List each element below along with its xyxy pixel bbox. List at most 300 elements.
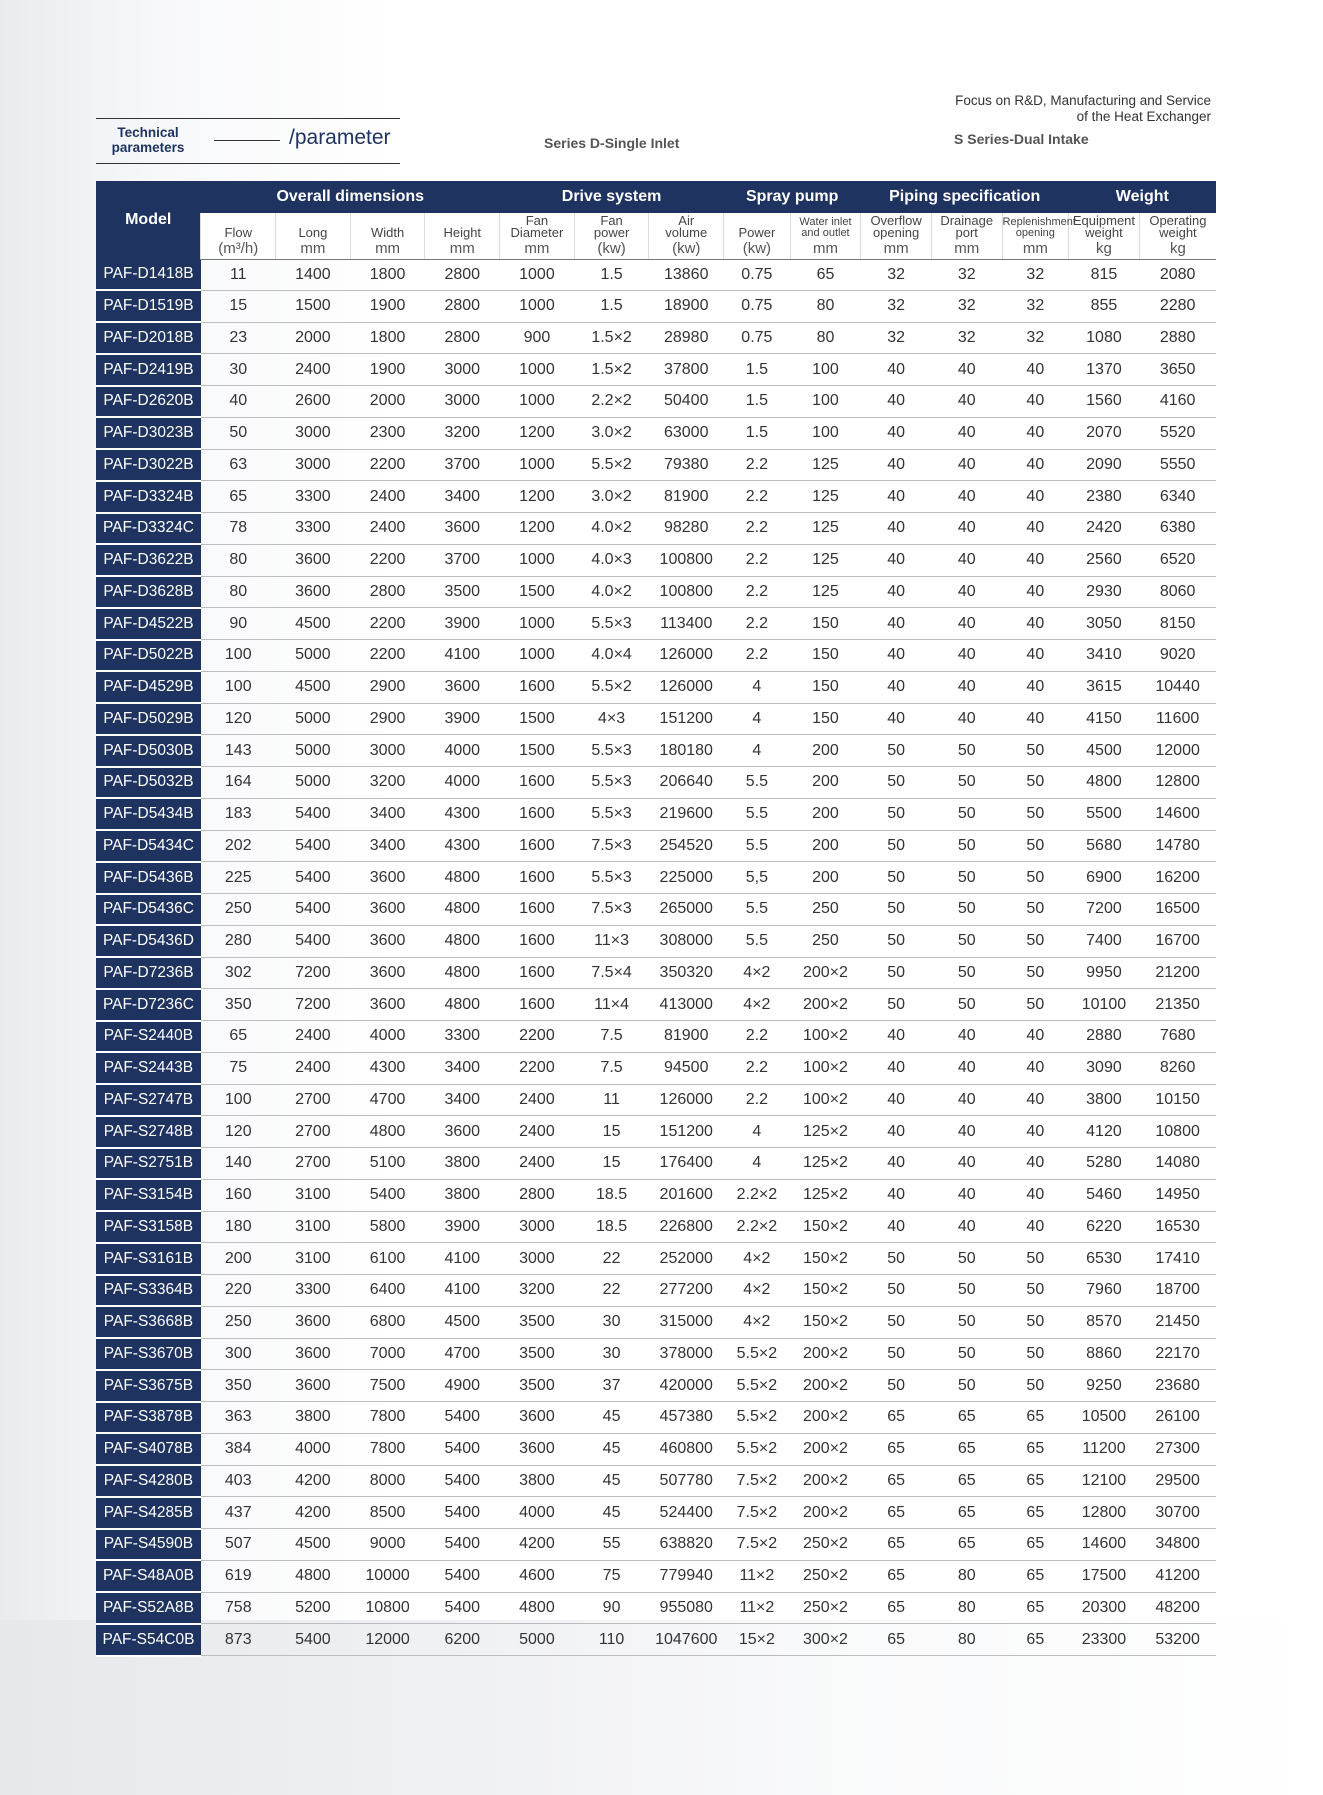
value-cell: 5.5×3 xyxy=(574,798,649,830)
value-cell: 2.2 xyxy=(724,576,791,608)
value-cell: 48200 xyxy=(1139,1592,1216,1624)
value-cell: 50 xyxy=(861,830,932,862)
value-cell: 5400 xyxy=(425,1529,500,1561)
value-cell: 3000 xyxy=(500,1211,575,1243)
value-cell: 1600 xyxy=(500,862,575,894)
value-cell: 437 xyxy=(201,1497,276,1529)
value-cell: 50 xyxy=(861,957,932,989)
value-cell: 4500 xyxy=(276,1529,351,1561)
value-cell: 254520 xyxy=(649,830,724,862)
value-cell: 7960 xyxy=(1069,1275,1140,1307)
value-cell: 80 xyxy=(931,1560,1002,1592)
value-cell: 75 xyxy=(574,1560,649,1592)
value-cell: 4800 xyxy=(1069,767,1140,799)
value-cell: 100 xyxy=(201,1084,276,1116)
table-row xyxy=(96,1402,1216,1434)
value-cell: 2400 xyxy=(500,1148,575,1180)
technical-parameters-label xyxy=(106,125,190,155)
value-cell: 3000 xyxy=(425,386,500,418)
value-cell: 2400 xyxy=(350,481,425,513)
value-cell: 10500 xyxy=(1069,1402,1140,1434)
value-cell: 65 xyxy=(861,1529,932,1561)
column-header xyxy=(724,213,791,260)
value-cell: 180 xyxy=(201,1211,276,1243)
table-row xyxy=(96,767,1216,799)
value-cell: 15 xyxy=(574,1116,649,1148)
column-header xyxy=(1069,213,1140,260)
value-cell: 78 xyxy=(201,513,276,545)
value-cell: 40 xyxy=(931,576,1002,608)
value-cell: 63 xyxy=(201,449,276,481)
value-cell: 6340 xyxy=(1139,481,1216,513)
value-cell: 80 xyxy=(201,576,276,608)
value-cell: 40 xyxy=(931,1021,1002,1053)
value-cell: 4×2 xyxy=(724,1306,791,1338)
value-cell: 65 xyxy=(201,1021,276,1053)
value-cell: 2.2 xyxy=(724,608,791,640)
value-cell: 7800 xyxy=(350,1433,425,1465)
value-cell: 5400 xyxy=(425,1560,500,1592)
value-cell: 2000 xyxy=(276,322,351,354)
value-cell: 50 xyxy=(931,767,1002,799)
value-cell: 4800 xyxy=(425,989,500,1021)
value-cell: 27300 xyxy=(1139,1433,1216,1465)
value-cell: 15×2 xyxy=(724,1624,791,1656)
value-cell: 8000 xyxy=(350,1465,425,1497)
value-cell: 14600 xyxy=(1069,1529,1140,1561)
table-body xyxy=(96,260,1216,1656)
column-label-line-2: opening xyxy=(872,225,920,240)
value-cell: 5.5×2 xyxy=(724,1433,791,1465)
column-label: Flow xyxy=(224,225,252,240)
table-row xyxy=(96,544,1216,576)
value-cell: 5.5×2 xyxy=(574,671,649,703)
value-cell: 40 xyxy=(1002,1021,1069,1053)
value-cell: 40 xyxy=(931,671,1002,703)
value-cell: 40 xyxy=(861,1116,932,1148)
value-cell: 32 xyxy=(931,322,1002,354)
value-cell: 220 xyxy=(201,1275,276,1307)
value-cell: 50 xyxy=(931,1243,1002,1275)
value-cell: 125 xyxy=(790,481,861,513)
value-cell: 29500 xyxy=(1139,1465,1216,1497)
value-cell: 1900 xyxy=(350,290,425,322)
value-cell: 3600 xyxy=(276,1370,351,1402)
table-row xyxy=(96,989,1216,1021)
value-cell: 4 xyxy=(724,1148,791,1180)
group-overall-dimensions: Overall dimensions xyxy=(201,181,500,213)
value-cell: 3600 xyxy=(350,925,425,957)
table-row xyxy=(96,322,1216,354)
value-cell: 40 xyxy=(861,513,932,545)
value-cell: 50 xyxy=(931,830,1002,862)
value-cell: 2700 xyxy=(276,1148,351,1180)
value-cell: 14080 xyxy=(1139,1148,1216,1180)
value-cell: 23300 xyxy=(1069,1624,1140,1656)
value-cell: 21450 xyxy=(1139,1306,1216,1338)
value-cell: 9950 xyxy=(1069,957,1140,989)
value-cell: 8150 xyxy=(1139,608,1216,640)
value-cell: 40 xyxy=(931,608,1002,640)
value-cell: 40 xyxy=(1002,354,1069,386)
value-cell: 32 xyxy=(931,290,1002,322)
value-cell: 37800 xyxy=(649,354,724,386)
value-cell: 3100 xyxy=(276,1243,351,1275)
value-cell: 50 xyxy=(931,957,1002,989)
value-cell: 7000 xyxy=(350,1338,425,1370)
value-cell: 18.5 xyxy=(574,1211,649,1243)
value-cell: 855 xyxy=(1069,290,1140,322)
value-cell: 4300 xyxy=(350,1052,425,1084)
value-cell: 2400 xyxy=(500,1116,575,1148)
model-cell: PAF-S4285B xyxy=(96,1497,201,1529)
value-cell: 6220 xyxy=(1069,1211,1140,1243)
value-cell: 3615 xyxy=(1069,671,1140,703)
value-cell: 40 xyxy=(931,449,1002,481)
value-cell: 1600 xyxy=(500,957,575,989)
value-cell: 40 xyxy=(1002,513,1069,545)
value-cell: 40 xyxy=(1002,640,1069,672)
value-cell: 180180 xyxy=(649,735,724,767)
value-cell: 2.2×2 xyxy=(724,1211,791,1243)
value-cell: 40 xyxy=(861,354,932,386)
value-cell: 40 xyxy=(931,703,1002,735)
value-cell: 280 xyxy=(201,925,276,957)
value-cell: 21200 xyxy=(1139,957,1216,989)
value-cell: 16700 xyxy=(1139,925,1216,957)
value-cell: 125×2 xyxy=(790,1179,861,1211)
value-cell: 65 xyxy=(1002,1560,1069,1592)
value-cell: 4100 xyxy=(425,1275,500,1307)
company-tagline xyxy=(955,93,1211,125)
value-cell: 1600 xyxy=(500,671,575,703)
value-cell: 363 xyxy=(201,1402,276,1434)
value-cell: 3600 xyxy=(350,862,425,894)
value-cell: 125×2 xyxy=(790,1148,861,1180)
value-cell: 2800 xyxy=(500,1179,575,1211)
value-cell: 63000 xyxy=(649,417,724,449)
value-cell: 4000 xyxy=(350,1021,425,1053)
value-cell: 6380 xyxy=(1139,513,1216,545)
model-cell: PAF-S3154B xyxy=(96,1179,201,1211)
value-cell: 11×4 xyxy=(574,989,649,1021)
value-cell: 1500 xyxy=(500,703,575,735)
value-cell: 16530 xyxy=(1139,1211,1216,1243)
value-cell: 50 xyxy=(1002,767,1069,799)
value-cell: 140 xyxy=(201,1148,276,1180)
value-cell: 50 xyxy=(1002,1243,1069,1275)
table-row xyxy=(96,354,1216,386)
value-cell: 10440 xyxy=(1139,671,1216,703)
value-cell: 113400 xyxy=(649,608,724,640)
column-label: Height xyxy=(443,225,482,240)
column-label: Air xyxy=(678,213,695,228)
value-cell: 3600 xyxy=(350,957,425,989)
value-cell: 5.5×3 xyxy=(574,862,649,894)
value-cell: 225 xyxy=(201,862,276,894)
value-cell: 4300 xyxy=(425,798,500,830)
value-cell: 65 xyxy=(861,1624,932,1656)
value-cell: 5680 xyxy=(1069,830,1140,862)
value-cell: 65 xyxy=(861,1465,932,1497)
value-cell: 65 xyxy=(931,1497,1002,1529)
value-cell: 4700 xyxy=(350,1084,425,1116)
value-cell: 3400 xyxy=(350,798,425,830)
model-cell: PAF-D4522B xyxy=(96,608,201,640)
value-cell: 200×2 xyxy=(790,1497,861,1529)
value-cell: 2080 xyxy=(1139,260,1216,291)
value-cell: 65 xyxy=(931,1433,1002,1465)
value-cell: 81900 xyxy=(649,481,724,513)
value-cell: 2200 xyxy=(500,1021,575,1053)
value-cell: 3600 xyxy=(350,894,425,926)
value-cell: 5000 xyxy=(500,1624,575,1656)
value-cell: 3100 xyxy=(276,1179,351,1211)
value-cell: 3700 xyxy=(425,544,500,576)
value-cell: 40 xyxy=(1002,608,1069,640)
value-cell: 50 xyxy=(931,798,1002,830)
model-cell: PAF-D5029B xyxy=(96,703,201,735)
value-cell: 300 xyxy=(201,1338,276,1370)
value-cell: 5,5 xyxy=(724,862,791,894)
value-cell: 206640 xyxy=(649,767,724,799)
value-cell: 50 xyxy=(1002,830,1069,862)
value-cell: 4500 xyxy=(1069,735,1140,767)
value-cell: 4800 xyxy=(350,1116,425,1148)
value-cell: 4500 xyxy=(425,1306,500,1338)
value-cell: 50 xyxy=(861,894,932,926)
value-cell: 65 xyxy=(1002,1465,1069,1497)
value-cell: 50 xyxy=(861,1338,932,1370)
value-cell: 40 xyxy=(861,1084,932,1116)
value-cell: 300×2 xyxy=(790,1624,861,1656)
value-cell: 2.2 xyxy=(724,449,791,481)
value-cell: 50 xyxy=(931,862,1002,894)
value-cell: 50 xyxy=(861,735,932,767)
value-cell: 4200 xyxy=(276,1497,351,1529)
value-cell: 4 xyxy=(724,1116,791,1148)
value-cell: 219600 xyxy=(649,798,724,830)
value-cell: 5400 xyxy=(425,1497,500,1529)
table-row xyxy=(96,1211,1216,1243)
value-cell: 5.5 xyxy=(724,767,791,799)
value-cell: 3400 xyxy=(350,830,425,862)
column-unit: mm xyxy=(375,240,401,257)
value-cell: 18900 xyxy=(649,290,724,322)
value-cell: 2.2 xyxy=(724,513,791,545)
table-row xyxy=(96,1433,1216,1465)
value-cell: 40 xyxy=(861,576,932,608)
value-cell: 2900 xyxy=(350,671,425,703)
value-cell: 5400 xyxy=(425,1465,500,1497)
value-cell: 3900 xyxy=(425,608,500,640)
value-cell: 2400 xyxy=(276,354,351,386)
model-cell: PAF-S3161B xyxy=(96,1243,201,1275)
model-cell: PAF-S4280B xyxy=(96,1465,201,1497)
value-cell: 40 xyxy=(861,1052,932,1084)
value-cell: 100×2 xyxy=(790,1021,861,1053)
value-cell: 5800 xyxy=(350,1211,425,1243)
value-cell: 40 xyxy=(931,481,1002,513)
model-cell: PAF-D2018B xyxy=(96,322,201,354)
value-cell: 1.5 xyxy=(724,386,791,418)
value-cell: 120 xyxy=(201,1116,276,1148)
value-cell: 4000 xyxy=(276,1433,351,1465)
value-cell: 457380 xyxy=(649,1402,724,1434)
value-cell: 5400 xyxy=(276,925,351,957)
value-cell: 5400 xyxy=(276,894,351,926)
value-cell: 3600 xyxy=(500,1433,575,1465)
value-cell: 5400 xyxy=(276,798,351,830)
value-cell: 315000 xyxy=(649,1306,724,1338)
value-cell: 2900 xyxy=(350,703,425,735)
value-cell: 225000 xyxy=(649,862,724,894)
table-row xyxy=(96,830,1216,862)
value-cell: 8060 xyxy=(1139,576,1216,608)
value-cell: 250×2 xyxy=(790,1592,861,1624)
value-cell: 350 xyxy=(201,989,276,1021)
value-cell: 7.5 xyxy=(574,1052,649,1084)
value-cell: 7.5×2 xyxy=(724,1465,791,1497)
value-cell: 4800 xyxy=(425,925,500,957)
value-cell: 3090 xyxy=(1069,1052,1140,1084)
column-unit: (m³/h) xyxy=(218,240,259,257)
model-cell: PAF-D2419B xyxy=(96,354,201,386)
parameter-table xyxy=(96,181,1216,1657)
value-cell: 7.5×2 xyxy=(724,1529,791,1561)
value-cell: 3600 xyxy=(276,576,351,608)
model-cell: PAF-S54C0B xyxy=(96,1624,201,1656)
table-row xyxy=(96,449,1216,481)
value-cell: 40 xyxy=(931,354,1002,386)
value-cell: 4600 xyxy=(500,1560,575,1592)
value-cell: 779940 xyxy=(649,1560,724,1592)
value-cell: 40 xyxy=(861,1211,932,1243)
value-cell: 3800 xyxy=(425,1179,500,1211)
table-row xyxy=(96,1370,1216,1402)
table-row xyxy=(96,671,1216,703)
value-cell: 3500 xyxy=(500,1306,575,1338)
value-cell: 3600 xyxy=(425,1116,500,1148)
value-cell: 3100 xyxy=(276,1211,351,1243)
value-cell: 30 xyxy=(201,354,276,386)
value-cell: 2800 xyxy=(425,322,500,354)
value-cell: 9020 xyxy=(1139,640,1216,672)
value-cell: 1000 xyxy=(500,290,575,322)
column-label: Power xyxy=(738,225,776,240)
value-cell: 11200 xyxy=(1069,1433,1140,1465)
model-cell: PAF-D4529B xyxy=(96,671,201,703)
value-cell: 15 xyxy=(201,290,276,322)
value-cell: 40 xyxy=(931,1148,1002,1180)
value-cell: 4800 xyxy=(500,1592,575,1624)
value-cell: 5500 xyxy=(1069,798,1140,830)
value-cell: 12100 xyxy=(1069,1465,1140,1497)
value-cell: 200 xyxy=(790,767,861,799)
value-cell: 5400 xyxy=(425,1433,500,1465)
value-cell: 3800 xyxy=(276,1402,351,1434)
value-cell: 384 xyxy=(201,1433,276,1465)
value-cell: 65 xyxy=(931,1465,1002,1497)
value-cell: 40 xyxy=(1002,449,1069,481)
value-cell: 160 xyxy=(201,1179,276,1211)
column-label: Long xyxy=(298,225,328,240)
value-cell: 2200 xyxy=(350,449,425,481)
value-cell: 65 xyxy=(861,1497,932,1529)
value-cell: 14600 xyxy=(1139,798,1216,830)
value-cell: 200 xyxy=(790,862,861,894)
tech-label-line-2: parameters xyxy=(111,140,185,155)
value-cell: 200×2 xyxy=(790,1402,861,1434)
value-cell: 30700 xyxy=(1139,1497,1216,1529)
value-cell: 1.5×2 xyxy=(574,354,649,386)
model-cell: PAF-S3364B xyxy=(96,1275,201,1307)
value-cell: 65 xyxy=(1002,1497,1069,1529)
value-cell: 11×3 xyxy=(574,925,649,957)
value-cell: 4×2 xyxy=(724,1243,791,1275)
value-cell: 3400 xyxy=(425,481,500,513)
value-cell: 7.5×2 xyxy=(724,1497,791,1529)
value-cell: 3300 xyxy=(276,1275,351,1307)
value-cell: 5.5×3 xyxy=(574,767,649,799)
table-row xyxy=(96,798,1216,830)
column-header xyxy=(425,213,500,260)
value-cell: 3500 xyxy=(500,1338,575,1370)
value-cell: 200×2 xyxy=(790,1338,861,1370)
value-cell: 2070 xyxy=(1069,417,1140,449)
column-header xyxy=(790,213,861,260)
model-cell: PAF-D5436B xyxy=(96,862,201,894)
value-cell: 6800 xyxy=(350,1306,425,1338)
value-cell: 3.0×2 xyxy=(574,481,649,513)
value-cell: 8260 xyxy=(1139,1052,1216,1084)
value-cell: 164 xyxy=(201,767,276,799)
table-row xyxy=(96,1592,1216,1624)
value-cell: 50 xyxy=(861,798,932,830)
column-label: Fan xyxy=(525,213,549,228)
value-cell: 40 xyxy=(861,1179,932,1211)
value-cell: 150 xyxy=(790,671,861,703)
value-cell: 150×2 xyxy=(790,1306,861,1338)
value-cell: 37 xyxy=(574,1370,649,1402)
value-cell: 40 xyxy=(1002,576,1069,608)
value-cell: 65 xyxy=(1002,1402,1069,1434)
value-cell: 3600 xyxy=(425,513,500,545)
value-cell: 200×2 xyxy=(790,1465,861,1497)
value-cell: 200×2 xyxy=(790,1433,861,1465)
value-cell: 250 xyxy=(201,1306,276,1338)
table-row xyxy=(96,260,1216,291)
value-cell: 250 xyxy=(790,894,861,926)
model-cell: PAF-S4078B xyxy=(96,1433,201,1465)
value-cell: 75 xyxy=(201,1052,276,1084)
value-cell: 4×2 xyxy=(724,1275,791,1307)
value-cell: 4.0×4 xyxy=(574,640,649,672)
value-cell: 3200 xyxy=(500,1275,575,1307)
value-cell: 50 xyxy=(861,1275,932,1307)
column-label-line-2: weight xyxy=(1159,225,1197,240)
value-cell: 65 xyxy=(861,1433,932,1465)
table-row xyxy=(96,290,1216,322)
value-cell: 65 xyxy=(931,1529,1002,1561)
value-cell: 50 xyxy=(1002,862,1069,894)
value-cell: 90 xyxy=(574,1592,649,1624)
value-cell: 0.75 xyxy=(724,260,791,291)
table-row xyxy=(96,576,1216,608)
value-cell: 150×2 xyxy=(790,1275,861,1307)
value-cell: 1600 xyxy=(500,894,575,926)
value-cell: 4×2 xyxy=(724,989,791,1021)
